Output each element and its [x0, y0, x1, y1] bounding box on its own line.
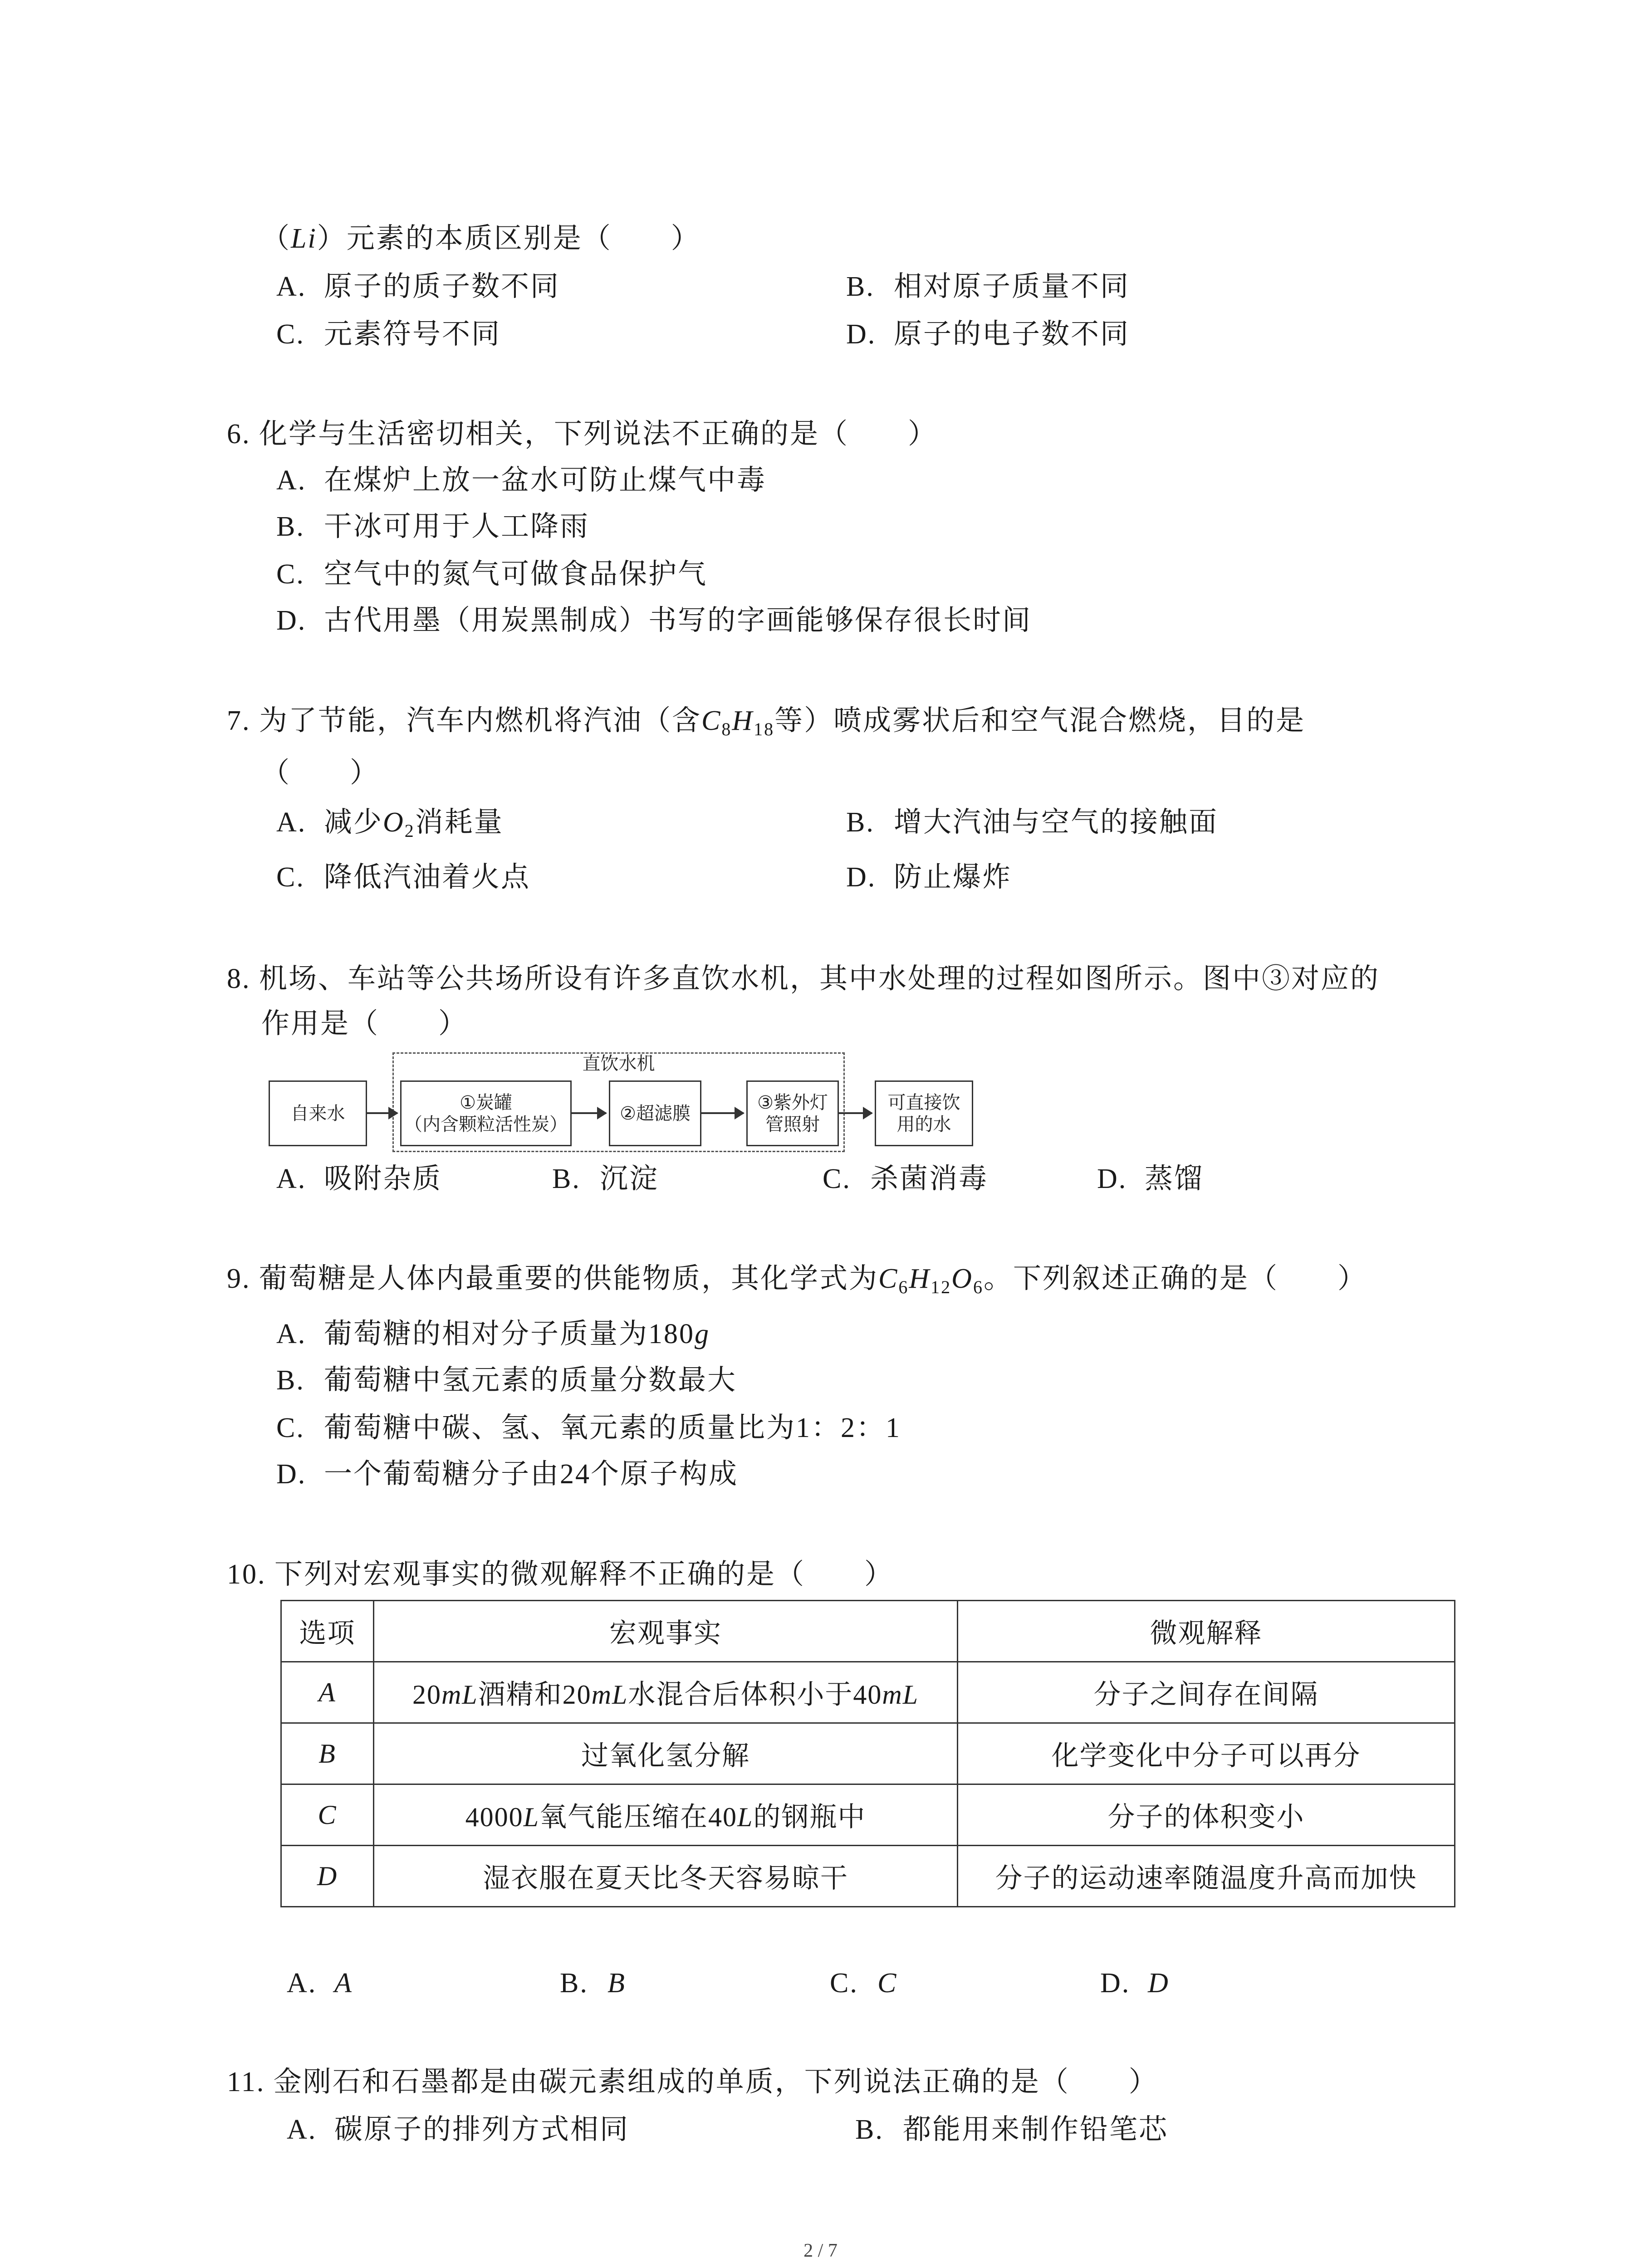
q5-stem: [261, 220, 700, 257]
q6-option-b: B. 干冰可用于人工降雨: [276, 511, 590, 542]
q8-option-c: C. 杀菌消毒: [823, 1163, 989, 1194]
q9-stem: 9. 葡萄糖是人体内最重要的供能物质，其化学式为$C_6H_{12}O_6$。下列叙述正确的是（ ）: [227, 1263, 1367, 1297]
q8-stem-line2: 作用是（ ）: [261, 1008, 468, 1039]
q9-option-b: B. 葡萄糖中氢元素的质量分数最大: [276, 1365, 737, 1396]
q8-option-a: A. 吸附杂质: [276, 1163, 442, 1194]
tap-water-box: 自来水: [269, 1080, 367, 1146]
q6-option-c: C. 空气中的氮气可做食品保护气: [276, 559, 708, 590]
q6-option-d: D. 古代用墨（用炭黑制成）书写的字画能够保存很长时间: [276, 605, 1032, 636]
q7-option-d: D. 防止爆炸: [846, 862, 1012, 893]
arrow-4: [838, 1112, 872, 1114]
q7-formula-h: H: [732, 705, 754, 736]
q8-option-b: B. 沉淀: [552, 1163, 659, 1194]
table-row: B 过氧化氢分解 化学变化中分子可以再分: [281, 1723, 1455, 1784]
arrow-1: [366, 1112, 397, 1114]
q7-option-c: C. 降低汽油着火点: [276, 862, 531, 893]
q7-answer-paren: （ ）: [261, 758, 380, 788]
machine-label: 直饮水机: [582, 1054, 655, 1074]
q10-option-a: A. A: [287, 1968, 353, 1999]
q8-stem-line1: 8. 机场、车站等公共场所设有许多直饮水机，其中水处理的过程如图所示。图中③对应的: [227, 963, 1380, 994]
q5-option-a: A. 原子的质子数不同: [276, 271, 560, 302]
arrow-3: [700, 1112, 744, 1114]
q7-option-b: B. 增大汽油与空气的接触面: [846, 807, 1219, 838]
header-option: 选项: [281, 1601, 374, 1662]
page-number: 2 / 7: [803, 2240, 838, 2261]
carbon-tank-box: ①炭罐 （内含颗粒活性炭）: [400, 1080, 572, 1146]
q10-option-b: B. B: [560, 1968, 626, 1999]
q5-option-b: B. 相对原子质量不同: [846, 271, 1130, 302]
q9-option-a: A. 葡萄糖的相对分子质量为180g: [276, 1319, 710, 1349]
q7-option-a: A. 减少$O_2$消耗量: [276, 807, 504, 841]
table-row: A 20mL酒精和20mL水混合后体积小于40mL 分子之间存在间隔: [281, 1662, 1455, 1723]
q8-option-d: D. 蒸馏: [1097, 1163, 1204, 1194]
ultrafiltration-box: ②超滤膜: [609, 1080, 701, 1146]
q11-option-a: A. 碳原子的排列方式相同: [287, 2114, 630, 2145]
header-macro-fact: 宏观事实: [374, 1601, 958, 1662]
table-header-row: [281, 1601, 1455, 1662]
q5-symbol: Li: [291, 223, 317, 254]
uv-lamp-box: ③紫外灯 管照射: [746, 1080, 839, 1146]
q7-stem: 7. 为了节能，汽车内燃机将汽油（含$C_8H_{18}$等）喷成雾状后和空气混合燃烧，目的是: [227, 705, 1306, 739]
q11-stem: 11. 金刚石和石墨都是由碳元素组成的单质，下列说法正确的是（ ）: [227, 2067, 1158, 2097]
q5-option-d: D. 原子的电子数不同: [846, 319, 1130, 350]
header-micro-explanation: 微观解释: [958, 1601, 1455, 1662]
arrow-2: [570, 1112, 606, 1114]
drinkable-water-box: 可直接饮 用的水: [875, 1080, 973, 1146]
q5-option-c: C. 元素符号不同: [276, 319, 501, 350]
q6-stem: 6. 化学与生活密切相关，下列说法不正确的是（ ）: [227, 419, 938, 450]
q11-option-b: B. 都能用来制作铅笔芯: [855, 2114, 1169, 2145]
q5-stem-rest: ）元素的本质区别是（ ）: [317, 223, 700, 254]
q7-formula-c: C: [701, 705, 722, 736]
table-row: D 湿衣服在夏天比冬天容易晾干 分子的运动速率随温度升高而加快: [281, 1846, 1455, 1907]
q5-open-paren: （: [261, 223, 291, 254]
table-row: C 4000L氧气能压缩在40L的钢瓶中 分子的体积变小: [281, 1784, 1455, 1846]
q9-option-d: D. 一个葡萄糖分子由24个原子构成: [276, 1459, 739, 1490]
q9-option-c: C. 葡萄糖中碳、氢、氧元素的质量比为1：2：1: [276, 1413, 901, 1443]
q10-option-d: D. D: [1100, 1968, 1170, 1999]
q10-table: [280, 1600, 1455, 1907]
q10-stem: 10. 下列对宏观事实的微观解释不正确的是（ ）: [227, 1559, 894, 1590]
q10-option-c: C. C: [830, 1968, 898, 1999]
q6-option-a: A. 在煤炉上放一盆水可防止煤气中毒: [276, 465, 767, 496]
